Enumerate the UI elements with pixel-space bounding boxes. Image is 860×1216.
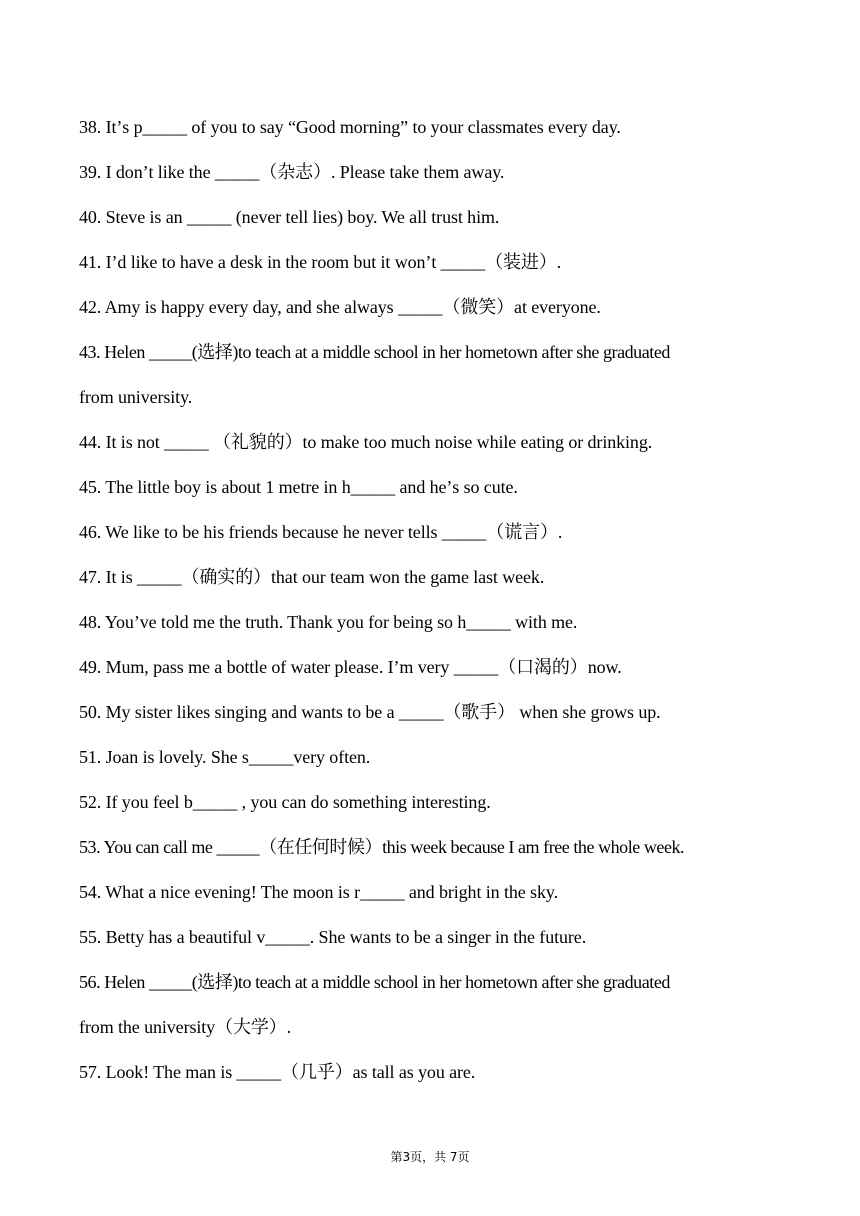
exercise-line: 46. We like to be his friends because he never tells _____（谎言）. — [79, 522, 563, 542]
exercise-line: 50. My sister likes singing and wants to be a _____（歌手） when she grows up. — [79, 702, 661, 722]
exercise-line: 51. Joan is lovely. She s_____very often. — [79, 747, 371, 767]
exercise-line: 47. It is _____（确实的）that our team won the game last week. — [79, 567, 545, 587]
exercise-list — [79, 112, 789, 1102]
exercise-line: 38. Itʼs p_____ of you to say “Good morning” to your classmates every day. — [79, 117, 621, 137]
exercise-line-continuation: from the university（大学）. — [79, 1017, 292, 1037]
exercise-line: 41. Iʼd like to have a desk in the room but it wonʼt _____（装进）. — [79, 252, 562, 272]
exercise-line: 39. I donʼt like the _____（杂志）. Please take them away. — [79, 162, 505, 182]
exercise-line: 42. Amy is happy every day, and she always _____（微笑）at everyone. — [79, 297, 601, 317]
exercise-line: 53. You can call me _____（在任何时候）this week because I am free the whole week. — [79, 837, 685, 857]
exercise-line: 57. Look! The man is _____（几乎）as tall as you are. — [79, 1062, 476, 1082]
page-footer: 第3页，共 7页 — [390, 1150, 470, 1164]
exercise-line: 44. It is not _____ （礼貌的）to make too much noise while eating or drinking. — [79, 432, 653, 452]
exercise-line: 52. If you feel b_____ , you can do something interesting. — [79, 792, 491, 812]
exercise-line: 40. Steve is an _____ (never tell lies) boy. We all trust him. — [79, 207, 500, 227]
exercise-line: 56. Helen _____(选择)to teach at a middle school in her hometown after she graduated — [79, 972, 670, 992]
exercise-line: 55. Betty has a beautiful v_____. She wants to be a singer in the future. — [79, 927, 587, 947]
exercise-line-continuation: from university. — [79, 387, 193, 407]
exercise-line: 45. The little boy is about 1 metre in h_____ and heʼs so cute. — [79, 477, 518, 497]
exercise-line: 48. Youʼve told me the truth. Thank you for being so h_____ with me. — [79, 612, 578, 632]
exercise-line: 49. Mum, pass me a bottle of water please. Iʼm very _____（口渴的）now. — [79, 657, 622, 677]
exercise-line: 43. Helen _____(选择)to teach at a middle school in her hometown after she graduated — [79, 342, 670, 362]
exercise-line: 54. What a nice evening! The moon is r_____ and bright in the sky. — [79, 882, 558, 902]
